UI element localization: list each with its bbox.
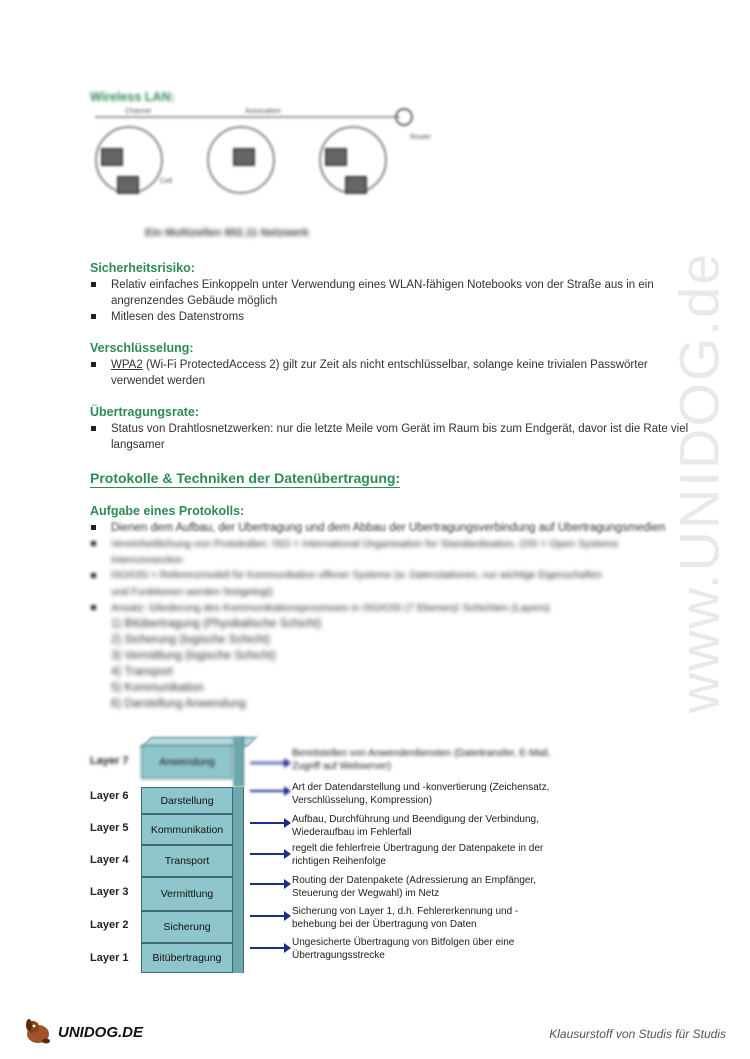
layer-description: Bereitstellen von Anwenderdiensten (Dateitransfer, E-Mail, Zugriff auf Webserver) — [292, 748, 551, 772]
text-line: Ansatz: Gliederung des Kommunikationsprozesses in ISO/OSI (7 Ebenen)/ Schichten (Layers) — [111, 602, 550, 614]
section-heading-verschluesselung: Verschlüsselung: — [90, 341, 194, 355]
layer-label: Layer 4 — [90, 854, 129, 866]
arrow-icon — [250, 883, 285, 885]
bullet — [91, 605, 96, 610]
layer-box-sicherung: Sicherung — [141, 911, 233, 943]
layer-box-darstellung: Darstellung — [141, 787, 233, 814]
laptop-icon — [345, 176, 367, 194]
laptop-icon — [233, 148, 255, 166]
text-line: langsamer — [111, 439, 165, 451]
layer-box-vermittlung: Vermittlung — [141, 877, 233, 911]
layer-label: Layer 3 — [90, 886, 129, 898]
text-line: Vereinheitlichung von Protokollen: ISO = International Organisation for Standardisation, OSI = Open Systems — [111, 538, 619, 550]
text-line: ISO/OSI = Referenzmodell für Kommunikation offener Systeme (w. Datenstationen, nur wichtige Eigenschaften — [111, 570, 602, 581]
router-icon — [395, 108, 413, 126]
layer-label: Layer 7 — [90, 755, 129, 767]
bullet — [91, 525, 96, 530]
arrow-icon — [250, 822, 285, 824]
text-line: verwendet werden — [111, 375, 205, 387]
watermark: www.UNIDOG.de — [667, 251, 731, 714]
text-line: Status von Drahtlosnetzwerken: nur die letzte Meile vom Gerät im Raum bis zum Endgerät, davor ist die Rate viel — [111, 423, 689, 435]
text-line: Mitlesen des Datenstroms — [111, 311, 244, 323]
section-heading-sicherheit: Sicherheitsrisiko: — [90, 261, 195, 275]
laptop-icon — [101, 148, 123, 166]
layer-label: Layer 1 — [90, 952, 129, 964]
layer-box-bituebertragung: Bitübertragung — [141, 943, 233, 973]
layer-description: Ungesicherte Übertragung von Bitfolgen über eine Übertragungsstrecke — [292, 937, 515, 961]
dog-logo-icon — [22, 1017, 54, 1045]
diagram-caption: Ein Multizellen 802.11 Netzwerk — [145, 227, 309, 239]
text-line: Relativ einfaches Einkoppeln unter Verwendung eines WLAN-fähigen Notebooks von der Straße aus in ein — [111, 279, 654, 291]
text-line: 2) Sicherung (logische Schicht) — [111, 634, 271, 646]
text-line — [111, 357, 648, 373]
bullet — [91, 362, 96, 367]
stack-side — [233, 845, 244, 877]
layer-box-anwendung: Anwendung — [141, 745, 233, 779]
arrow-icon — [250, 947, 285, 949]
text-line: 6) Darstellung Anwendung — [111, 698, 246, 710]
layer-box-kommunikation: Kommunikation — [141, 814, 233, 845]
wpa2-link[interactable]: WPA2 — [111, 359, 143, 371]
layer-label: Layer 6 — [90, 790, 129, 802]
footer-logo: UNIDOG.DE — [58, 1024, 144, 1041]
layer-description: Art der Datendarstellung und -konvertierung (Zeichensatz, Verschlüsselung, Kompression) — [292, 782, 550, 806]
arrow-icon — [250, 853, 285, 855]
layer-description: Sicherung von Layer 1, d.h. Fehlererkennung und -behebung bei der Übertragung von Daten — [292, 906, 519, 930]
text-line: 1) Bitübertragung (Physikalische Schicht) — [111, 618, 322, 630]
layer-description: Aufbau, Durchführung und Beendigung der Verbindung, Wiederaufbau im Fehlerfall — [292, 814, 539, 838]
stack-side — [233, 943, 244, 973]
text-line: und Funktionen werden festgelegt) — [111, 586, 273, 598]
footer-tagline: Klausurstoff von Studis für Studis — [549, 1027, 726, 1041]
diagram-label: Channel — [125, 108, 152, 115]
bullet — [91, 541, 96, 546]
stack-side — [233, 787, 244, 814]
laptop-icon — [117, 176, 139, 194]
bullet — [91, 282, 96, 287]
diagram-label: Cell — [160, 178, 173, 185]
laptop-icon — [325, 148, 347, 166]
bullet — [91, 314, 96, 319]
diagram-label: Router — [410, 134, 432, 141]
protokolle-heading: Protokolle & Techniken der Datenübertragung: — [90, 470, 401, 486]
text-fragment: (Wi-Fi ProtectedAccess 2) gilt zur Zeit als nicht entschlüsselbar, solange keine trivialen Passwörter — [142, 359, 648, 371]
stack-side — [233, 877, 244, 911]
text-line: Interconnection — [111, 554, 183, 566]
wireless-heading: Wireless LAN: — [90, 90, 175, 104]
diagram-label: Association — [245, 108, 281, 115]
text-line: Dienen dem Aufbau, der Übertragung und dem Abbau der Übertragungsverbindung auf Übertragungsmedien — [111, 522, 666, 534]
text-line: angrenzendes Gebäude möglich — [111, 295, 278, 307]
text-line: 4) Transport — [111, 666, 173, 678]
stack-side — [233, 814, 244, 845]
layer-label: Layer 5 — [90, 822, 129, 834]
text-line: 5) Kommunikation — [111, 682, 204, 694]
layer-description: Routing der Datenpakete (Adressierung an Empfänger, Steuerung der Wegwahl) im Netz — [292, 875, 537, 899]
layer-box-transport: Transport — [141, 845, 233, 877]
bullet — [91, 426, 96, 431]
stack-side — [233, 911, 244, 943]
bullet — [91, 573, 96, 578]
layer-description: regelt die fehlerfreie Übertragung der Datenpakete in der richtigen Reihenfolge — [292, 843, 544, 867]
layer-label: Layer 2 — [90, 919, 129, 931]
arrow-icon — [250, 762, 285, 764]
section-heading-rate: Übertragungsrate: — [90, 405, 200, 419]
wireless-diagram — [95, 108, 432, 218]
arrow-icon — [250, 915, 285, 917]
arrow-icon — [250, 790, 285, 792]
text-line: 3) Vermittlung (logische Schicht) — [111, 650, 276, 662]
protokolle-subheading: Aufgabe eines Protokolls: — [90, 504, 245, 518]
stack-side — [233, 737, 244, 787]
